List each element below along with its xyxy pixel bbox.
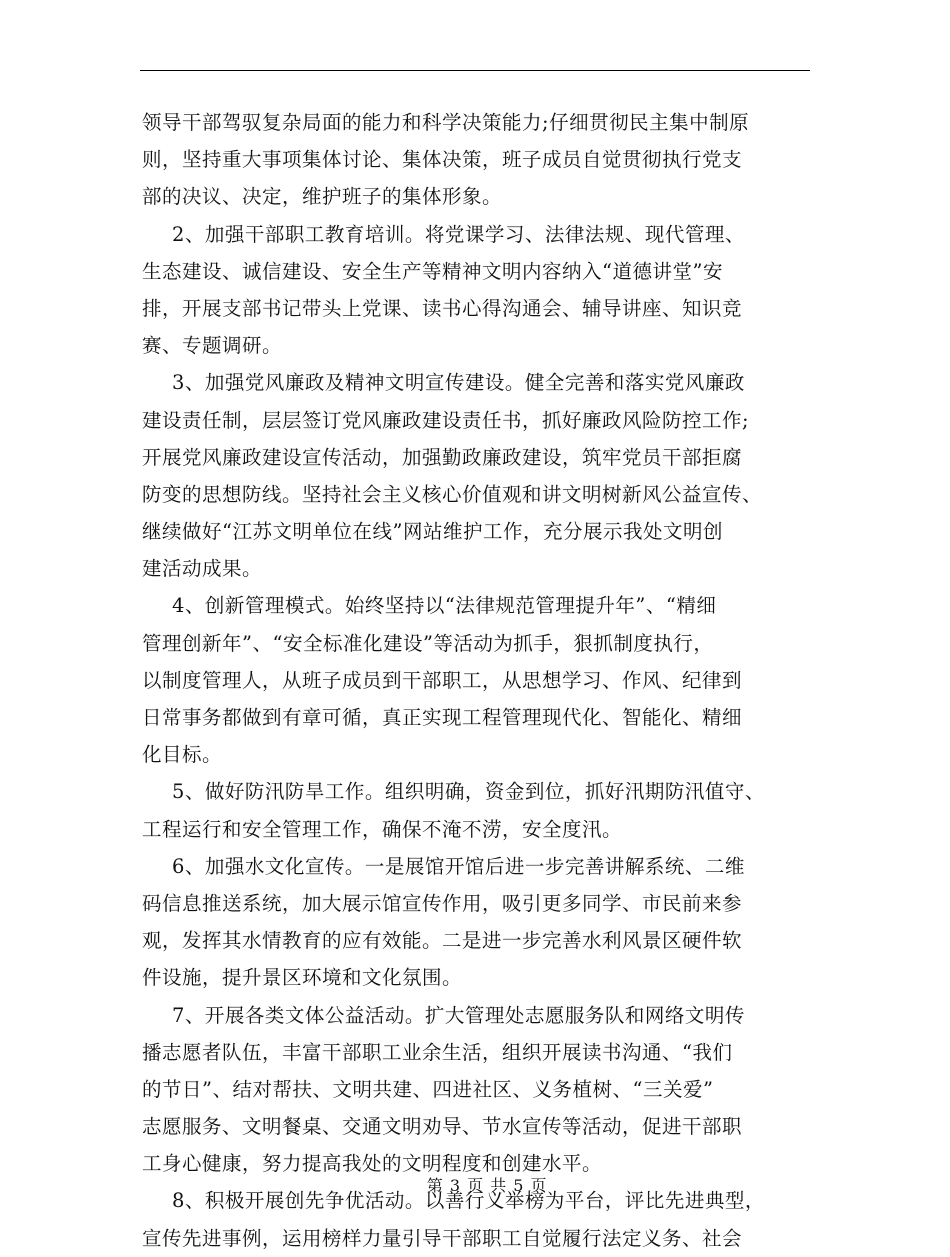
text-line: 排，开展支部书记带头上党课、读书心得沟通会、辅导讲座、知识竞 xyxy=(142,296,743,320)
page-footer xyxy=(0,1154,950,1215)
text-line: 管理创新年”、“安全标准化建设”等活动为抓手，狠抓制度执行， xyxy=(142,631,714,655)
text-line: 领导干部驾驭复杂局面的能力和科学决策能力;仔细贯彻民主集中制原 xyxy=(142,111,750,134)
text-line: 播志愿者队伍，丰富干部职工业余生活，组织开展读书沟通、“我们 xyxy=(142,1040,733,1064)
text-line: 的节日”、结对帮扶、文明共建、四进社区、义务植树、“三关爱” xyxy=(142,1077,714,1101)
text-line: 继续做好“江苏文明单位在线”网站维护工作，充分展示我处文明创 xyxy=(142,520,723,544)
text-line: 5、做好防汛防旱工作。组织明确，资金到位，抓好汛期防汛值守、 xyxy=(172,780,765,804)
text-line: 工身心健康，努力提高我处的文明程度和创建水平。 xyxy=(142,1152,603,1176)
text-line: 4、创新管理模式。始终坚持以“法律规范管理提升年”、“精细 xyxy=(172,594,717,618)
text-line: 部的决议、决定，维护班子的集体形象。 xyxy=(142,185,503,209)
text-line: 8、积极开展创先争优活动。以善行义举榜为平台，评比先进典型， xyxy=(172,1189,765,1213)
body-text xyxy=(142,104,814,1257)
text-line: 化目标。 xyxy=(142,743,223,767)
text-line: 志愿服务、文明餐桌、交通文明劝导、节水宣传等活动，促进干部职 xyxy=(142,1115,743,1139)
text-line: 赛、专题调研。 xyxy=(142,334,283,358)
text-line: 2、加强干部职工教育培训。将党课学习、法律法规、现代管理、 xyxy=(172,222,745,246)
page-number-label: 第 3 页 共 5 页 xyxy=(426,1176,548,1195)
text-line: 以制度管理人，从班子成员到干部职工，从思想学习、作风、纪律到 xyxy=(142,668,743,692)
text-line: 6、加强水文化宣传。一是展馆开馆后进一步完善讲解系统、二维 xyxy=(172,854,745,878)
text-line: 工程运行和安全管理工作，确保不淹不涝，安全度汛。 xyxy=(142,817,623,841)
text-line: 生态建设、诚信建设、安全生产等精神文明内容纳入“道德讲堂”安 xyxy=(142,259,723,283)
text-line: 3、加强党风廉政及精神文明宣传建设。健全完善和落实党风廉政 xyxy=(172,371,745,395)
text-line: 7、开展各类文体公益活动。扩大管理处志愿服务队和网络文明传 xyxy=(172,1003,745,1027)
text-line: 宣传先进事例，运用榜样力量引导干部职工自觉履行法定义务、社会 xyxy=(142,1226,743,1250)
text-line: 码信息推送系统，加大展示馆宣传作用，吸引更多同学、市民前来参 xyxy=(142,891,743,915)
text-line: 建设责任制，层层签订党风廉政建设责任书，抓好廉政风险防控工作; xyxy=(142,408,750,432)
header-rule xyxy=(140,70,810,71)
text-line: 观，发挥其水情教育的应有效能。二是进一步完善水利风景区硬件软 xyxy=(142,929,743,953)
text-line: 防变的思想防线。坚持社会主义核心价值观和讲文明树新风公益宣传、 xyxy=(142,482,763,506)
text-line: 则，坚持重大事项集体讨论、集体决策，班子成员自觉贯彻执行党支 xyxy=(142,148,743,172)
text-line: 开展党风廉政建设宣传活动，加强勤政廉政建设，筑牢党员干部拒腐 xyxy=(142,445,743,469)
text-line: 日常事务都做到有章可循，真正实现工程管理现代化、智能化、精细 xyxy=(142,706,743,729)
text-line: 建活动成果。 xyxy=(142,557,263,581)
text-line: 件设施，提升景区环境和文化氛围。 xyxy=(142,966,463,990)
